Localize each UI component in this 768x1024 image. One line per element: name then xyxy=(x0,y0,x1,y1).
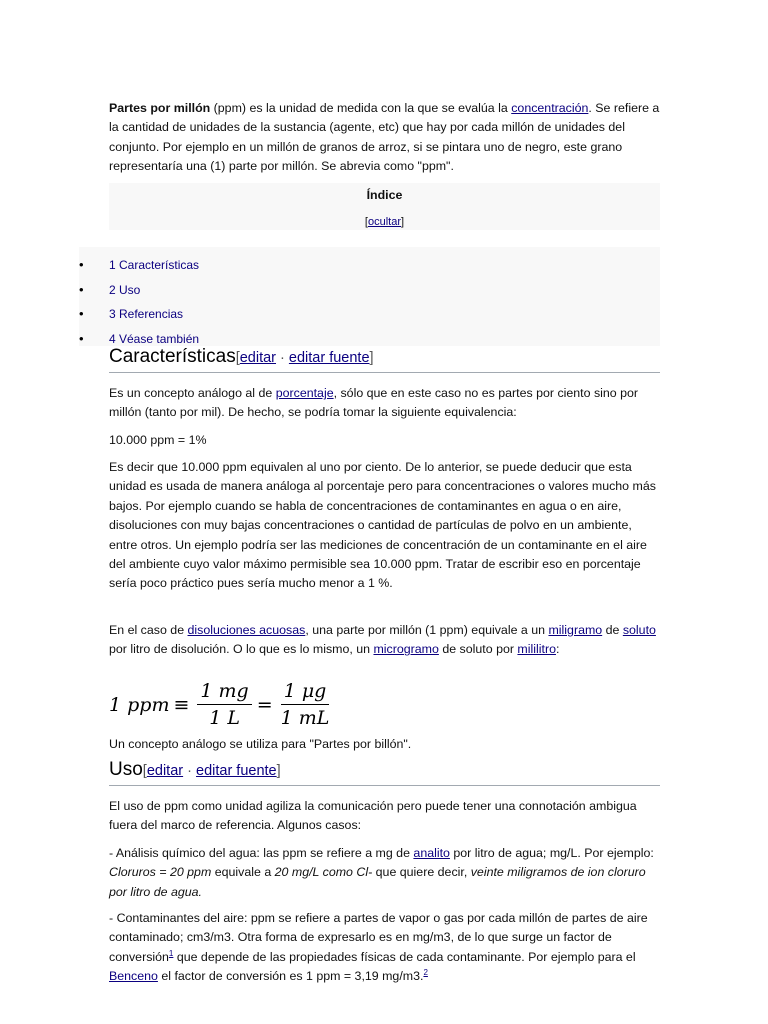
link-porcentaje[interactable]: porcentaje xyxy=(275,386,334,400)
text: el factor de conversión es 1 ppm = 3,19 mg/m3. xyxy=(157,969,424,984)
separator: · xyxy=(276,350,289,366)
separator: · xyxy=(183,763,196,779)
paragraph-explanation: Es decir que 10.000 ppm equivalen al uno por ciento. De lo anterior, se puede deducir que esta unidad es usada de manera análoga al porcentaje pero para concentraciones o valores mucho más bajos. Por ejemplo cuando se habla de concentraciones de contaminantes en agua o en aire, disoluciones con muy bajas concentraciones o cantidad de partículas de polvo en un ambiente, entre otros. Un ejemplo podría ser las mediciones de concentración de un contaminante en el aire del ambiente cuyo valor máximo permisible sea 10.000 ppm. Tratar de escribir eso en porcentaje sería poco práctico pues sería mucho menor a 1 %. xyxy=(109,460,656,591)
edit-link[interactable]: editar xyxy=(239,350,277,366)
toc-toggle xyxy=(109,216,660,228)
bracket-close: ] xyxy=(276,763,281,779)
intro-paragraph xyxy=(109,99,660,177)
toc-item-label[interactable]: 3 Referencias xyxy=(109,307,184,321)
intro-text-1: (ppm) es la unidad de medida con la que se evalúa la xyxy=(210,101,512,115)
link-soluto[interactable]: soluto xyxy=(622,623,656,637)
toc-item-label[interactable]: 1 Características xyxy=(109,258,200,272)
fraction-denominator: 1 L xyxy=(209,707,240,729)
edit-source-link[interactable]: editar fuente xyxy=(288,350,370,366)
fraction-numerator: 1 μg xyxy=(281,680,330,705)
paragraph-uso-intro: El uso de ppm como unidad agiliza la comunicación pero puede tener una connotación ambigua fuera del marco de referencia. Algunos casos: xyxy=(109,799,637,833)
paragraph-partes-por-billon: Un concepto análogo se utiliza para "Partes por billón". xyxy=(109,737,412,751)
bullet-icon: • xyxy=(79,257,84,272)
toc-header xyxy=(109,183,660,230)
text: que quiere decir, xyxy=(372,865,471,880)
text: , una parte por millón (1 ppm) equivale a un xyxy=(305,623,549,637)
text: , sólo que en este caso no es partes por ciento sino por millón (tanto por mil). De hecho, se podría tomar la siguiente equivalencia: xyxy=(109,386,639,420)
text: En el caso de xyxy=(109,623,188,637)
paragraph-agua xyxy=(109,844,660,902)
toc-bracket-open: [ xyxy=(364,216,368,228)
edit-source-link[interactable]: editar fuente xyxy=(196,763,277,779)
formula-equals-sign: = xyxy=(256,693,273,716)
paragraph-aire xyxy=(109,909,660,987)
bullet-icon: • xyxy=(79,306,84,321)
toc-item-label[interactable]: 2 Uso xyxy=(109,283,141,297)
text: equivale a xyxy=(211,865,275,880)
edit-links xyxy=(236,350,374,366)
bullet-icon: • xyxy=(79,282,84,297)
toc-list xyxy=(79,247,660,346)
formula-equiv-sign: ≡ xyxy=(173,693,190,716)
link-disoluciones-acuosas[interactable]: disoluciones acuosas xyxy=(187,623,306,637)
formula-lhs: 1 ppm xyxy=(109,693,170,716)
text: por litro de disolución. O lo que es lo mismo, un xyxy=(109,642,374,657)
reference-2-link[interactable]: 2 xyxy=(423,968,428,978)
italic-text: veinte miligramos de ion cloruro por litro de agua. xyxy=(109,865,646,899)
link-microgramo[interactable]: microgramo xyxy=(373,642,439,657)
toc-hide-link[interactable]: ocultar xyxy=(367,216,402,228)
italic-text: Cloruros = 20 ppm xyxy=(109,865,212,880)
fraction-ug-per-ml xyxy=(278,680,333,729)
fraction-mg-per-l xyxy=(197,680,251,729)
section-heading-uso xyxy=(109,759,660,786)
bullet-icon: • xyxy=(79,331,84,346)
ppm-formula xyxy=(109,680,337,729)
text: que depende de las propiedades físicas de cada contaminante. Por ejemplo para el xyxy=(173,949,636,964)
text: - Contaminantes del aire: ppm se refiere a partes de vapor o gas por cada millón de partes de aire contaminado; cm3/m3. Otra forma de expresarlo es en mg/m3, de lo que surge un factor de conversión xyxy=(109,911,648,964)
paragraph-disoluciones xyxy=(109,621,660,660)
bracket-open: [ xyxy=(235,350,240,366)
bracket-open: [ xyxy=(142,763,147,779)
bracket-close: ] xyxy=(369,350,374,366)
fraction-denominator: 1 mL xyxy=(280,707,330,729)
heading-text: Características xyxy=(109,346,236,367)
italic-text: 20 mg/L como Cl- xyxy=(274,865,373,880)
toc-title: Índice xyxy=(366,188,403,202)
link-analito[interactable]: analito xyxy=(413,846,450,860)
edit-link[interactable]: editar xyxy=(146,763,184,779)
link-mililitro[interactable]: mililitro xyxy=(517,642,556,657)
section-heading-caracteristicas xyxy=(109,346,660,373)
fraction-numerator: 1 mg xyxy=(197,680,251,705)
link-concentracion[interactable]: concentración xyxy=(511,101,589,115)
text: de xyxy=(602,623,623,637)
paragraph-equivalence: 10.000 ppm = 1% xyxy=(109,433,207,447)
toc-item-label[interactable]: 4 Véase también xyxy=(109,332,200,346)
text: - Análisis químico del agua: las ppm se refiere a mg de xyxy=(109,846,414,860)
edit-links xyxy=(143,763,281,779)
link-miligramo[interactable]: miligramo xyxy=(548,623,603,637)
link-benceno[interactable]: Benceno xyxy=(109,969,158,984)
intro-term: Partes por millón xyxy=(109,101,211,115)
text: : xyxy=(555,642,560,657)
toc-bracket-close: ] xyxy=(401,216,405,228)
text: por litro de agua; mg/L. Por ejemplo: xyxy=(449,846,654,860)
text: de soluto por xyxy=(438,642,518,657)
reference-1-link[interactable]: 1 xyxy=(168,948,174,958)
paragraph-porcentaje xyxy=(109,384,660,423)
intro-text-2: . Se refiere a la cantidad de unidades de la sustancia (agente, etc) que hay por cada millón de unidades del conjunto. Por ejemplo en un millón de granos de arroz, si se pintara uno de negro, este grano representaría una (1) parte por millón. Se abrevia como "ppm". xyxy=(109,101,660,174)
text: Es un concepto análogo al de xyxy=(109,386,276,400)
heading-text: Uso xyxy=(109,759,143,780)
